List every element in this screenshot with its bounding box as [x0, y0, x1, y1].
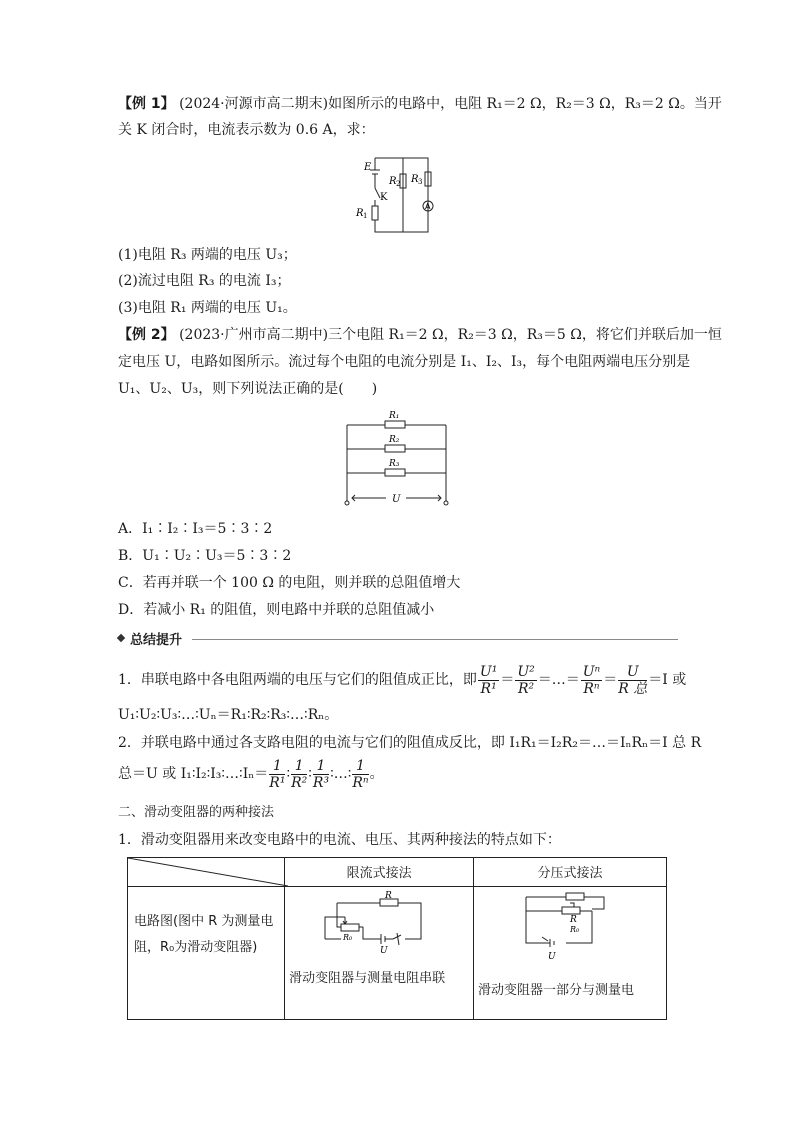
fraction: $\frac{U}{\text{R 总}}$ — [618, 663, 648, 697]
option-b: B．U₁∶U₂∶U₃＝5∶3∶2 — [118, 548, 292, 564]
label-R0: R₀ — [570, 925, 580, 934]
example1-line1 — [118, 94, 722, 114]
label-R0: R₀ — [343, 933, 353, 942]
example2-line2: 定电压 U，电路如图所示。流过每个电阻的电流分别是 I₁、I₂、I₃，每个电阻两端电压分别是 — [118, 354, 691, 370]
label-R3-sub: 3 — [418, 178, 423, 186]
fraction: $\frac{1}{\text{Rⁿ}}$ — [352, 757, 369, 791]
fraction: $\frac{1}{\text{R²}}$ — [291, 757, 308, 791]
option-d: D．若减小 R₁ 的阻值，则电路中并联的总阻值减小 — [118, 602, 435, 618]
fraction: $\frac{\text{U¹}}{\text{R¹}}$ — [479, 663, 498, 697]
fraction: $\frac{1}{\text{R³}}$ — [312, 757, 330, 791]
summary-title: 总结提升 — [130, 633, 183, 648]
label-R2: R₂ — [389, 435, 400, 445]
row-head-line2: 阻，R₀为滑动变阻器) — [134, 940, 258, 955]
label-R3: R₃ — [389, 459, 400, 469]
fraction: $\frac{1}{\text{R¹}}$ — [269, 757, 286, 791]
limit-circuit-cell — [285, 887, 474, 1020]
example1-q1: (1)电阻 R₃ 两端的电压 U₃； — [118, 247, 297, 263]
option-a: A．I₁∶I₂∶I₃＝5∶3∶2 — [118, 521, 273, 537]
summary-heading-bar — [118, 632, 678, 646]
summary-point2-line1: 2．并联电路中通过各支路电阻的电流与它们的阻值成反比，即 I₁R₁＝I₂R₂＝…＝IₙRₙ＝I 总 R — [118, 735, 702, 751]
label-R2-sub: 2 — [396, 180, 401, 188]
example2-parallel-circuit — [340, 405, 456, 511]
summary-point1-line1: 1．串联电路中各电阻两端的电压与它们的阻值成正比，即 $\frac{\text{U¹}}{\text{R¹}}$ ＝ $\frac{\text{U²}}{\text{R²}}$ ＝…＝ $\frac{\text{Uⁿ}}{\text{Rⁿ}}$ ＝ $\frac{U}{\text{R 总}}$ ＝I 或 — [118, 663, 687, 697]
label-R1: R — [356, 208, 364, 219]
example2-text1: (2023·广州市高二期中)三个电阻 R₁＝2 Ω，R₂＝3 Ω，R₃＝5 Ω，将它们并联后加一恒 — [179, 327, 722, 343]
diamond-bullet-icon — [117, 634, 125, 642]
fraction: $\frac{\text{U²}}{\text{R²}}$ — [517, 663, 535, 697]
label-K: K — [380, 192, 388, 203]
example1-line2: 关 K 闭合时，电流表示数为 0.6 A，求： — [118, 122, 375, 138]
label-E: E — [364, 162, 372, 173]
label-R1: R₁ — [389, 411, 400, 421]
label-R: R — [385, 891, 392, 901]
ammeter-label: A — [425, 202, 431, 211]
section2-intro: 1．滑动变阻器用来改变电路中的电流、电压、其两种接法的特点如下： — [118, 832, 561, 848]
label-U: U — [548, 952, 556, 962]
example1-text1: (2024·河源市高二期末)如图所示的电路中，电阻 R₁＝2 Ω，R₂＝3 Ω，R₃＝2 Ω。当开 — [179, 96, 722, 112]
limit-current-circuit — [285, 887, 471, 967]
voltage-divider-circuit — [474, 887, 664, 979]
example1-circuit-diagram — [350, 150, 450, 236]
limit-caption: 滑动变阻器与测量电阻串联 — [289, 971, 446, 986]
summary-point2-line2: 总＝U 或 I₁∶I₂∶I₃∶…∶Iₙ＝ $\frac{1}{\text{R¹}}$ ∶ $\frac{1}{\text{R²}}$ ∶ $\frac{1}{\text{R³}}$ ∶…∶ $\frac{1}{\text{Rⁿ}}$ 。 — [118, 757, 384, 791]
label-R3: R — [411, 174, 419, 185]
row-head-line1: 电路图(图中 R 为测量电 — [134, 914, 274, 929]
divider-caption: 滑动变阻器一部分与测量电 — [478, 983, 635, 998]
table-corner-cell — [128, 858, 285, 887]
summary-divider — [192, 639, 678, 640]
label-R2: R — [389, 176, 397, 187]
label-R1-sub: 1 — [363, 212, 368, 220]
table-header-divider: 分压式接法 — [474, 858, 667, 887]
table-row-head — [128, 887, 285, 1020]
label-U: U — [392, 494, 401, 505]
example1-tag: 【例 1】 — [118, 96, 175, 112]
label-R: R — [570, 915, 577, 925]
option-c: C．若再并联一个 100 Ω 的电阻，则并联的总阻值增大 — [118, 575, 461, 591]
example2-line1 — [118, 325, 722, 345]
section2-heading: 二、滑动变阻器的两种接法 — [118, 805, 275, 820]
table-header-limit: 限流式接法 — [285, 858, 474, 887]
diagonal-line — [128, 858, 288, 886]
fraction: $\frac{\text{Uⁿ}}{\text{Rⁿ}}$ — [582, 663, 601, 697]
label-U: U — [380, 946, 388, 956]
example1-q3: (3)电阻 R₁ 两端的电压 U₁。 — [118, 300, 297, 316]
summary-point1-line2: U₁∶U₂∶U₃∶…∶Uₙ＝R₁∶R₂∶R₃∶…∶Rₙ。 — [118, 707, 339, 723]
divider-circuit-cell — [474, 887, 667, 1020]
example1-q2: (2)流过电阻 R₃ 的电流 I₃； — [118, 273, 291, 289]
example2-line3: U₁、U₂、U₃，则下列说法正确的是( ) — [118, 381, 378, 397]
comparison-table — [127, 857, 667, 1020]
example2-tag: 【例 2】 — [118, 327, 175, 343]
